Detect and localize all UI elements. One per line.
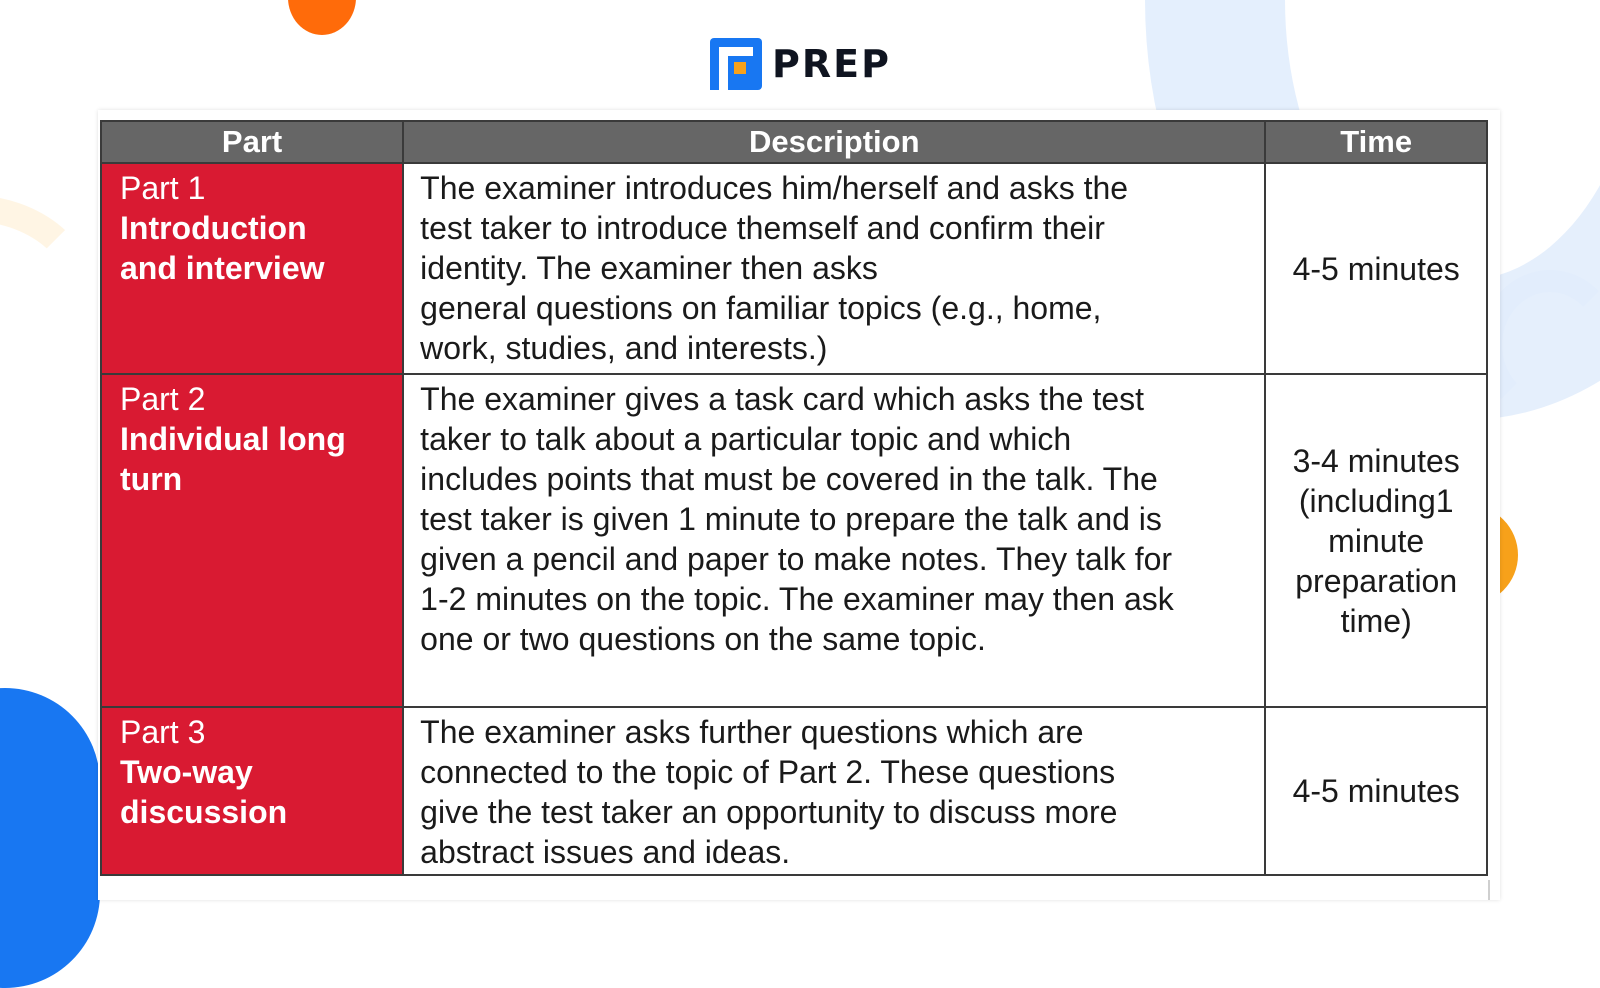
prep-logo	[710, 38, 891, 90]
description-line: The examiner asks further questions which are	[420, 714, 1084, 750]
description-line: The examiner gives a task card which asks the test	[420, 381, 1145, 417]
blue-shape-decoration	[0, 688, 100, 988]
time-line: 4-5 minutes	[1292, 250, 1460, 287]
description-line: identity. The examiner then asks	[420, 250, 878, 286]
table-row	[101, 707, 1487, 875]
description-line: give the test taker an opportunity to discuss more	[420, 794, 1118, 830]
part-name-line: Individual long	[120, 421, 346, 457]
table-row	[101, 163, 1487, 374]
part-number: Part 3	[120, 714, 206, 750]
time-line: (including1	[1298, 482, 1454, 519]
description-line: includes points that must be covered in the talk. The	[420, 461, 1158, 497]
part-name-line: turn	[120, 461, 183, 497]
description-line: work, studies, and interests.)	[420, 330, 828, 366]
part-name-line: Introduction	[120, 210, 307, 246]
header-description: Description	[403, 121, 1265, 163]
orange-circle-decoration	[288, 0, 356, 35]
time-cell	[1265, 163, 1487, 374]
description-line: connected to the topic of Part 2. These questions	[420, 754, 1116, 790]
description-line: taker to talk about a particular topic and which	[420, 421, 1072, 457]
page-edge-line	[1488, 880, 1490, 900]
description-line: The examiner introduces him/herself and asks the	[420, 170, 1129, 206]
table-row	[101, 374, 1487, 707]
part-name-line: discussion	[120, 794, 288, 830]
prep-logo-icon	[710, 38, 762, 90]
description-line: test taker to introduce themself and confirm their	[420, 210, 1105, 246]
part-name-line: Two-way	[120, 754, 253, 790]
description-cell	[403, 374, 1265, 707]
part-number: Part 2	[120, 381, 206, 417]
header-time: Time	[1265, 121, 1487, 163]
time-line: 4-5 minutes	[1292, 773, 1460, 809]
description-line: given a pencil and paper to make notes. They talk for	[420, 541, 1173, 577]
part-number: Part 1	[120, 170, 206, 206]
time-line: time)	[1340, 602, 1412, 639]
time-cell	[1265, 707, 1487, 875]
description-line: one or two questions on the same topic.	[420, 621, 986, 657]
table-header-row	[101, 121, 1487, 163]
part-cell	[101, 707, 403, 875]
description-cell	[403, 163, 1265, 374]
part-cell	[101, 163, 403, 374]
time-cell	[1265, 374, 1487, 707]
speaking-test-table	[100, 120, 1488, 876]
background-curve-decoration	[0, 195, 100, 415]
description-cell	[403, 707, 1265, 875]
description-line: abstract issues and ideas.	[420, 834, 791, 870]
time-line: minute	[1328, 522, 1425, 559]
time-line: 3-4 minutes	[1292, 442, 1460, 479]
description-line: test taker is given 1 minute to prepare the talk and is	[420, 501, 1162, 537]
part-cell	[101, 374, 403, 707]
part-name-line: and interview	[120, 250, 325, 286]
time-line: preparation	[1295, 562, 1458, 599]
description-line: general questions on familiar topics (e.g., home,	[420, 290, 1102, 326]
description-line: 1-2 minutes on the topic. The examiner may then ask	[420, 581, 1174, 617]
logo-text: PREP	[772, 42, 891, 86]
header-part: Part	[101, 121, 403, 163]
